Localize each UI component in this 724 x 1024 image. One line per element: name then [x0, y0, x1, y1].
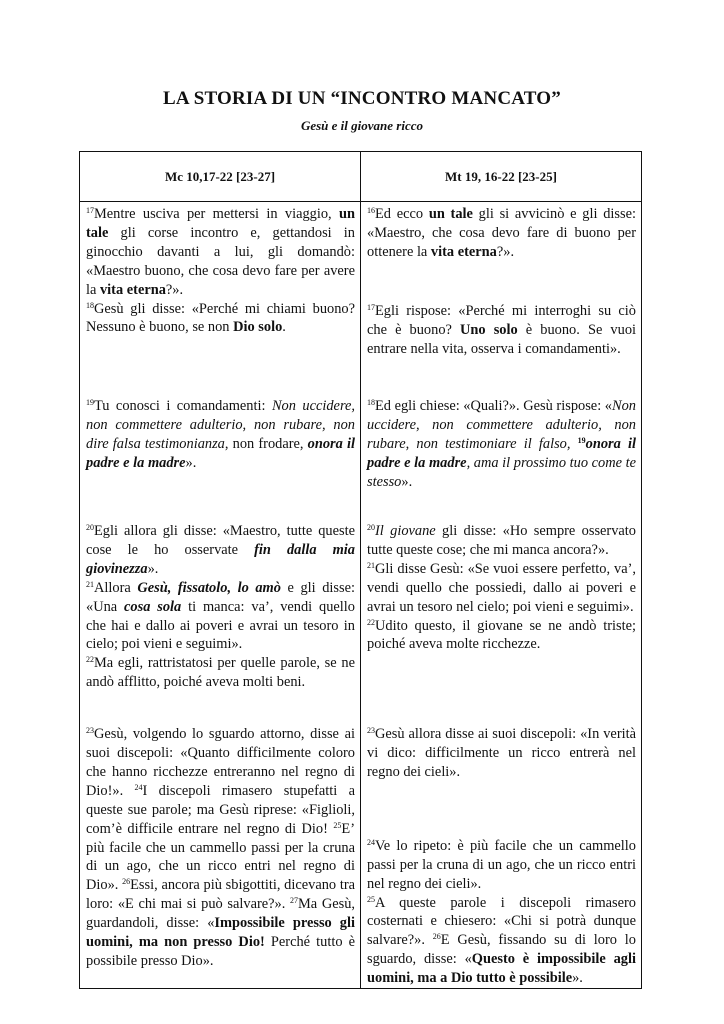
quotation-text: , ama il prossimo tuo come te stesso	[367, 455, 636, 491]
table-row	[80, 725, 642, 988]
verse-text: è buono. Se vuoi entrare nella vita, osserva i comandamenti».	[367, 321, 637, 357]
verse-number: 25	[367, 894, 375, 904]
column-header-mark: Mc 10,17-22 [23-27]	[80, 152, 361, 202]
verse-text: Allora	[94, 579, 138, 596]
emphasis-text: Gesù, fissatolo, lo amò	[137, 579, 281, 596]
verse-paragraph	[367, 205, 636, 262]
verse-text: Gesù allora disse ai suoi discepoli: «In verità vi dico: difficilmente un ricco entrerà nel regno dei cieli».	[367, 726, 636, 780]
verse-text: Perché tutto è possibile presso Dio».	[86, 934, 355, 969]
verse-text: , non frodare,	[224, 436, 308, 453]
table-header-row	[80, 152, 642, 202]
emphasis-text: cosa sola	[124, 598, 182, 615]
verse-number: 27	[289, 896, 298, 906]
emphasis-text: Questo è impossibile agli uomini, ma a Dio tutto è possibile	[367, 951, 636, 987]
verse-text: gli si avvicinò e gli disse: «Maestro, che cosa devo fare di buono per ottenere la	[367, 206, 636, 260]
row-gap	[80, 492, 642, 522]
verse-text: Mentre usciva per mettersi in viaggio,	[94, 206, 339, 222]
verse-text: Gli disse Gesù: «Se vuoi essere perfetto, va’, vendi quello che possiedi, dallo ai poveri e avrai un tesoro nel cielo; poi vieni e seguimi».	[367, 560, 636, 615]
verse-number: 25	[333, 820, 342, 830]
mark-cell	[80, 522, 361, 692]
verse-text: Tu conosci i comandamenti:	[94, 398, 272, 415]
verse-paragraph	[86, 522, 355, 579]
verse-paragraph	[86, 397, 355, 473]
emphasis-text: onora il padre e la madre	[367, 436, 636, 472]
verse-text: Gesù gli disse: «Perché mi chiami buono? Nessuno è buono, se non	[86, 300, 355, 336]
verse-text: Essi, ancora più sbigottiti, dicevano tra loro: «E chi mai si può salvare?».	[86, 877, 356, 913]
verse-number: 20	[86, 522, 94, 532]
verse-number: 22	[86, 655, 94, 665]
verse-text: Gesù, volgendo lo sguardo attorno, disse ai suoi discepoli: «Quanto difficilmente coloro che hanno ricchezze entreranno nel regno di Dio!».	[86, 726, 355, 799]
emphasis-text: un tale	[86, 206, 355, 241]
verse-text: A queste parole i discepoli rimasero costernati e chiesero: «Chi si potrà dunque salvare?».	[367, 894, 636, 949]
verse-paragraph	[86, 725, 355, 971]
verse-paragraph	[367, 725, 636, 782]
verse-text: ?».	[165, 281, 184, 298]
verse-number: 26	[432, 932, 441, 942]
verse-paragraph	[367, 522, 636, 560]
verse-text: Ma egli, rattristatosi per quelle parole, se ne andò afflitto, poiché aveva molti beni.	[86, 655, 355, 691]
quotation-text: Non uccidere, non commettere adulterio, non rubare, non dire falsa testimonianza	[86, 398, 355, 453]
emphasis-text: vita eterna	[430, 243, 497, 260]
verse-text: E Gesù, fissando su di loro lo sguardo, disse: «	[367, 932, 636, 968]
emphasis-text: vita eterna	[99, 281, 166, 298]
verse-paragraph	[367, 302, 636, 359]
verse-text: gli corse incontro e, gettandosi in ginocchio davanti a lui, gli domandò: «Maestro buono, che cosa devo fare per avere la	[86, 224, 355, 298]
verse-text: ti manca: va’, vendi quello che hai e dallo ai poveri e avrai un tesoro in cielo; poi vieni e seguimi».	[86, 598, 355, 653]
verse-text: ».	[401, 474, 413, 491]
matthew-cell	[361, 725, 642, 988]
table-row	[80, 522, 642, 692]
verse-paragraph	[367, 617, 636, 655]
verse-spacer	[367, 262, 636, 302]
synoptic-table	[79, 151, 642, 989]
verse-paragraph	[86, 205, 355, 300]
table-row	[80, 202, 642, 359]
verse-number: 17	[86, 206, 94, 215]
verse-text: ».	[572, 970, 583, 987]
verse-paragraph	[367, 397, 636, 492]
mark-cell	[80, 397, 361, 492]
verse-number: 23	[367, 726, 375, 736]
verse-text: Ve lo ripeto: è più facile che un cammello passi per la cruna di un ago, che un ricco entri nel regno dei cieli».	[367, 837, 636, 892]
verse-text: Ed egli chiese: «Quali?». Gesù rispose: «	[375, 398, 612, 415]
emphasis-text: fin dalla mia giovinezza	[86, 541, 356, 577]
emphasis-text: Impossibile presso gli uomini, ma non presso Dio!	[86, 915, 355, 951]
verse-paragraph	[86, 654, 355, 692]
verse-number: 16	[367, 206, 375, 215]
verse-paragraph	[86, 579, 355, 655]
verse-number: 24	[134, 782, 143, 792]
row-gap	[80, 692, 642, 725]
emphasis-text: onora il padre e la madre	[86, 436, 355, 472]
verse-text: ».	[185, 455, 197, 472]
quotation-text: Non uccidere, non commettere adulterio, non rubare, non testimoniare il falso,	[367, 398, 636, 453]
matthew-cell	[361, 202, 642, 359]
verse-number: 18	[86, 300, 94, 310]
page-title: LA STORIA DI UN “INCONTRO MANCATO”	[163, 88, 561, 109]
emphasis-text: un tale	[428, 206, 473, 222]
table-row	[80, 397, 642, 492]
verse-number: 18	[367, 398, 375, 408]
verse-text: ?».	[496, 243, 515, 260]
verse-text: .	[282, 319, 286, 336]
verse-paragraph	[367, 837, 636, 894]
verse-text: E’ più facile che un cammello passi per la cruna di un ago, che un ricco entri nel regno di Dio».	[86, 820, 355, 894]
verse-number: 23	[86, 726, 94, 736]
verse-text: Egli rispose: «Perché mi interroghi su ciò che è buono?	[367, 302, 636, 338]
verse-number: 21	[367, 560, 375, 570]
verse-text: ».	[147, 560, 159, 577]
verse-number: 19	[86, 398, 94, 408]
verse-number: 21	[86, 579, 94, 589]
verse-number: 19	[577, 436, 586, 446]
mark-cell	[80, 725, 361, 988]
verse-number: 20	[367, 522, 375, 532]
verse-paragraph	[367, 894, 636, 989]
emphasis-text: Dio solo	[233, 319, 283, 336]
verse-text: Ed ecco	[375, 206, 429, 222]
page-subtitle: Gesù e il giovane ricco	[300, 118, 424, 133]
verse-text: Egli allora gli disse: «Maestro, tutte queste cose le ho osservate	[86, 522, 355, 558]
verse-number: 22	[367, 617, 375, 627]
verse-paragraph	[367, 560, 636, 617]
row-gap	[80, 358, 642, 397]
matthew-cell	[361, 522, 642, 692]
verse-text: e gli disse: «Una	[86, 579, 355, 615]
mark-cell	[80, 202, 361, 359]
quotation-text: Il giovane	[375, 522, 436, 539]
column-header-matthew: Mt 19, 16-22 [23-25]	[361, 152, 642, 202]
verse-number: 24	[367, 837, 375, 847]
verse-spacer	[367, 782, 636, 837]
verse-number: 26	[122, 877, 131, 887]
verse-text: I discepoli rimasero stupefatti a queste sue parole; ma Gesù riprese: «Figlioli, com’è difficile entrare nel regno di Dio!	[86, 782, 355, 837]
emphasis-text: Uno solo	[460, 321, 518, 338]
verse-text: Ma Gesù, guardandoli, disse: «	[86, 896, 355, 932]
verse-number: 17	[367, 302, 375, 312]
verse-paragraph	[86, 300, 355, 338]
verse-text: gli disse: «Ho sempre osservato tutte queste cose; che mi manca ancora?».	[367, 522, 636, 558]
verse-text: Udito questo, il giovane se ne andò triste; poiché aveva molte ricchezze.	[367, 617, 636, 653]
matthew-cell	[361, 397, 642, 492]
